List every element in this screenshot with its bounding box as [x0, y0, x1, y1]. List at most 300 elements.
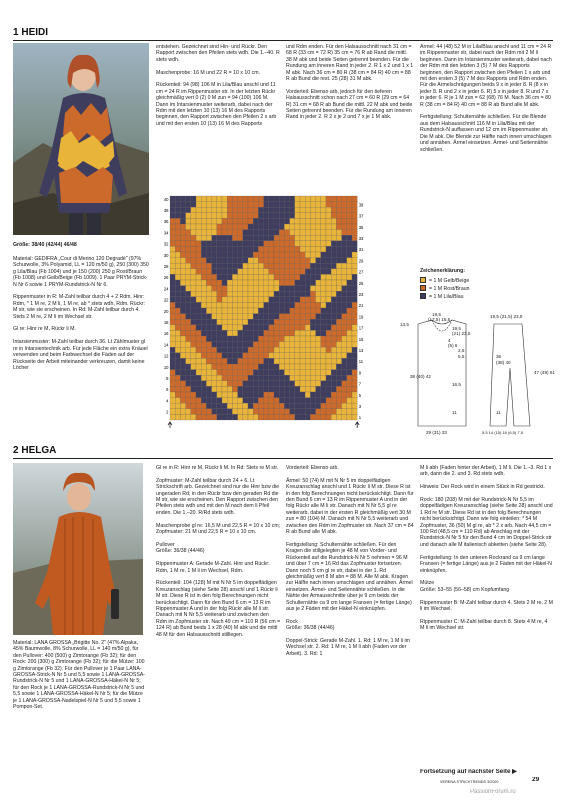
chart-cell [284, 325, 289, 331]
chart-cell [217, 375, 222, 381]
chart-cell [212, 224, 217, 230]
chart-cell [238, 347, 243, 353]
chart-cell [336, 358, 341, 364]
chart-cell [269, 398, 274, 404]
chart-cell [238, 336, 243, 342]
chart-cell [253, 274, 258, 280]
chart-cell [212, 347, 217, 353]
chart-cell [170, 381, 175, 387]
chart-cell [347, 286, 352, 292]
chart-cell [175, 202, 180, 208]
chart-cell [243, 375, 248, 381]
chart-cell [347, 252, 352, 258]
chart-cell [269, 252, 274, 258]
chart-cell [222, 403, 227, 409]
chart-cell [316, 274, 321, 280]
chart-cell [331, 336, 336, 342]
chart-cell [284, 224, 289, 230]
chart-cell [227, 258, 232, 264]
chart-cell [217, 213, 222, 219]
chart-cell [300, 330, 305, 336]
chart-cell [347, 258, 352, 264]
chart-cell [300, 263, 305, 269]
chart-cell [191, 235, 196, 241]
chart-cell [279, 314, 284, 320]
chart-cell [331, 381, 336, 387]
chart-cell [232, 370, 237, 376]
chart-cell [321, 314, 326, 320]
schem-sleeve-top: 19,5 (21,5) 23,5 [490, 314, 523, 319]
chart-cell [222, 302, 227, 308]
chart-cell [186, 291, 191, 297]
chart-cell [217, 414, 222, 420]
chart-cell [175, 258, 180, 264]
chart-cell [321, 409, 326, 415]
chart-cell [248, 386, 253, 392]
chart-cell [347, 202, 352, 208]
chart-cell [206, 414, 211, 420]
chart-cell [352, 241, 357, 247]
chart-cell [217, 297, 222, 303]
chart-cell [175, 364, 180, 370]
chart-cell [232, 218, 237, 224]
chart-cell [310, 235, 315, 241]
chart-cell [238, 381, 243, 387]
chart-cell [238, 403, 243, 409]
chart-cell [206, 364, 211, 370]
chart-cell [264, 342, 269, 348]
chart-cell [196, 314, 201, 320]
chart-cell [180, 291, 185, 297]
chart-cell [253, 213, 258, 219]
chart-cell [269, 370, 274, 376]
chart-cell [290, 336, 295, 342]
chart-cell [175, 280, 180, 286]
chart-cell [321, 392, 326, 398]
chart-cell [253, 364, 258, 370]
chart-cell [196, 353, 201, 359]
chart-cell [170, 392, 175, 398]
chart-cell [284, 207, 289, 213]
chart-cell [232, 207, 237, 213]
chart-cell [269, 414, 274, 420]
chart-cell [321, 353, 326, 359]
chart-cell [310, 409, 315, 415]
chart-cell [238, 286, 243, 292]
chart-cell [264, 218, 269, 224]
continue-note[interactable]: Fortsetzung auf nächster Seite ▶ [420, 769, 517, 775]
chart-cell [258, 246, 263, 252]
chart-cell [180, 246, 185, 252]
chart-cell [222, 269, 227, 275]
chart-cell [201, 403, 206, 409]
chart-cell [186, 375, 191, 381]
chart-cell [342, 414, 347, 420]
chart-cell [342, 325, 347, 331]
chart-cell [253, 325, 258, 331]
chart-cell [342, 269, 347, 275]
chart-cell [290, 207, 295, 213]
chart-cell [243, 202, 248, 208]
chart-cell [352, 403, 357, 409]
chart-cell [347, 207, 352, 213]
chart-cell [264, 358, 269, 364]
chart-cell [284, 403, 289, 409]
chart-cell [300, 381, 305, 387]
chart-cell [310, 258, 315, 264]
chart-cell [352, 330, 357, 336]
chart-cell [186, 381, 191, 387]
chart-cell [180, 364, 185, 370]
chart-cell [331, 252, 336, 258]
chart-cell [170, 302, 175, 308]
chart-cell [352, 398, 357, 404]
chart-cell [279, 297, 284, 303]
chart-cell [295, 386, 300, 392]
chart-cell [331, 196, 336, 202]
chart-cell [217, 358, 222, 364]
chart-cell [222, 358, 227, 364]
chart-cell [191, 274, 196, 280]
chart-cell [186, 325, 191, 331]
chart-cell [248, 202, 253, 208]
chart-cell [248, 370, 253, 376]
chart-cell [248, 291, 253, 297]
chart-cell [331, 274, 336, 280]
chart-cell [290, 297, 295, 303]
chart-cell [248, 224, 253, 230]
chart-cell [274, 358, 279, 364]
chart-cell [186, 358, 191, 364]
chart-cell [331, 263, 336, 269]
chart-cell [331, 342, 336, 348]
chart-cell [300, 274, 305, 280]
chart-cell [269, 263, 274, 269]
chart-cell [290, 342, 295, 348]
chart-cell [258, 347, 263, 353]
chart-cell [212, 414, 217, 420]
chart-cell [217, 364, 222, 370]
chart-cell [274, 202, 279, 208]
chart-cell [336, 302, 341, 308]
chart-cell [336, 286, 341, 292]
chart-cell [264, 286, 269, 292]
chart-cell [284, 252, 289, 258]
chart-cell [217, 230, 222, 236]
chart-cell [316, 263, 321, 269]
chart-cell [222, 252, 227, 258]
chart-cell [300, 414, 305, 420]
chart-cell [336, 319, 341, 325]
chart-cell [222, 364, 227, 370]
chart-cell [310, 398, 315, 404]
chart-cell [284, 258, 289, 264]
chart-cell [206, 314, 211, 320]
chart-cell [248, 392, 253, 398]
chart-cell [336, 213, 341, 219]
chart-cell [352, 342, 357, 348]
chart-cell [274, 269, 279, 275]
chart-cell [222, 342, 227, 348]
chart-cell [321, 308, 326, 314]
chart-cell [175, 409, 180, 415]
chart-cell [290, 409, 295, 415]
chart-cell [326, 280, 331, 286]
chart-cell [217, 263, 222, 269]
chart-row-label-right: 29 [358, 258, 364, 264]
chart-cell [310, 370, 315, 376]
chart-cell [206, 263, 211, 269]
chart-cell [274, 375, 279, 381]
chart-cell [321, 330, 326, 336]
chart-cell [196, 330, 201, 336]
chart-cell [326, 258, 331, 264]
chart-cell [253, 291, 258, 297]
chart-cell [222, 241, 227, 247]
chart-cell [238, 224, 243, 230]
chart-cell [191, 381, 196, 387]
chart-cell [243, 370, 248, 376]
chart-cell [170, 403, 175, 409]
chart-row-label-left: 36 [163, 219, 169, 225]
chart-cell [321, 207, 326, 213]
chart-cell [201, 398, 206, 404]
chart-cell [316, 403, 321, 409]
chart-cell [300, 269, 305, 275]
chart-cell [206, 308, 211, 314]
chart-cell [238, 319, 243, 325]
chart-cell [310, 392, 315, 398]
chart-cell [212, 230, 217, 236]
chart-cell [180, 347, 185, 353]
chart-cell [180, 314, 185, 320]
chart-cell [290, 392, 295, 398]
schem-height1: 38 (40) 42 [410, 374, 431, 379]
chart-cell [253, 358, 258, 364]
chart-cell [243, 286, 248, 292]
chart-cell [217, 196, 222, 202]
chart-cell [305, 213, 310, 219]
chart-cell [295, 263, 300, 269]
schem-front-mid2: (21) 23,5 [452, 331, 471, 336]
chart-cell [295, 252, 300, 258]
chart-cell [186, 342, 191, 348]
chart-cell [321, 224, 326, 230]
chart-cell [305, 364, 310, 370]
chart-cell [222, 381, 227, 387]
chart-cell [186, 314, 191, 320]
chart-cell [305, 241, 310, 247]
section-number: 2 [13, 445, 19, 456]
chart-cell [175, 319, 180, 325]
chart-cell [342, 258, 347, 264]
chart-cell [232, 392, 237, 398]
chart-cell [243, 325, 248, 331]
chart-row-label-right: 5 [358, 392, 362, 398]
chart-cell [238, 235, 243, 241]
chart-cell [186, 213, 191, 219]
chart-cell [248, 297, 253, 303]
text-col3-helga: Vorderteil: Ebenso arb. Ärmel: 50 (74) M mit N Nr 5 im doppelfädigen Kreuzanschlag anschl und 1 Rückr li M str. Diese R ist in den folg Berechnungen nicht berücksichtigt. Dann für den Bund 6 cm = 13 R im Rippenmuster A und in der folg Rückr alle M li str. Danach mit N Nr 5,5 gl re weiterarb, dabei in der ersten R gleichmäßig vert 30 M zun = 80 (104) M. Danach mit N Nr 5,5 weiterarb und zwischen den Rdm im Zopfmuster str. Nach 37 cm = 84 R ab Bund alle M abk. Fertigstellung: Schulternähte schließen. Für den Kragen die stillgelegten je 48 M von Vorder- und Rückenteil auf die Rundstrick-N Nr 5 nehmen = 96 M und über 7 cm = 16 Rd das Zopfmuster fortsetzen. Dann noch 5 cm gl re str, dabei in der 1. Rd gleichmäßig vert 8 M abn = 88 M. Alle M abk. Kragen zur Hälfte nach innen umschlagen und annähen. Ärmel einsetzen. Ärmel- und Seitennähte schließen. In die Nähte der Armausschnitte über je 9 cm beids der Schulternähte ca 9 cm lange Fransen (= fertige Länge) aus je 2 Fäden mit der Häkel-N einknüpfen. Rock Größe: 36/38 (44/46) Doppel-Strick: Gerade M-Zahl. 1. Rd: 1 M re, 1 M li im Wechsel str. 2. Rd: 1 M re, 1 M li abh (Faden vor der Arbeit). 3. Rd: 1 [286, 465, 414, 657]
chart-cell [196, 319, 201, 325]
chart-cell [295, 409, 300, 415]
chart-cell [316, 375, 321, 381]
text-col2-heidi: entstehen. Gezeichnet sind Hin- und Rückr. Den Rapport zwischen den Pfeilen stets wdh. Die 1.–40. R stets wdh. Maschenprobe: 16 M und 22 R = 10 x 10 cm. Rückenteil: 94 (98) 106 M in Lila/Blau anschl und 11 cm = 24 R im Rippenmuster str. In der letzten Rückr gleichmäßig vert 0 (2) 0 M zun = 94 (100) 106 M. Dann im Intarsienmuster weiterarb, dabei nach der Rdm mit den letzten 10 (13) 16 M des Rapports beginnen, den Rapport zwischen den Pfeilen 2 x arb und mit den ersten 10 (13) 16 M des Rapports [156, 44, 280, 127]
chart-cell [196, 202, 201, 208]
chart-cell [248, 353, 253, 359]
chart-cell [326, 386, 331, 392]
chart-cell [274, 370, 279, 376]
chart-cell [310, 213, 315, 219]
chart-cell [201, 342, 206, 348]
chart-cell [279, 246, 284, 252]
chart-cell [274, 386, 279, 392]
chart-cell [243, 353, 248, 359]
chart-cell [347, 342, 352, 348]
chart-cell [300, 258, 305, 264]
chart-cell [196, 291, 201, 297]
chart-cell [295, 403, 300, 409]
chart-cell [305, 319, 310, 325]
chart-cell [227, 302, 232, 308]
chart-legend [420, 268, 553, 301]
chart-cell [336, 246, 341, 252]
chart-cell [238, 196, 243, 202]
chart-cell [321, 202, 326, 208]
chart-cell [248, 319, 253, 325]
schem-neck: 4 [448, 338, 451, 343]
chart-cell [175, 314, 180, 320]
chart-cell [305, 218, 310, 224]
chart-cell [217, 386, 222, 392]
chart-cell [201, 308, 206, 314]
chart-cell [295, 314, 300, 320]
chart-cell [212, 213, 217, 219]
chart-cell [347, 409, 352, 415]
chart-cell [238, 358, 243, 364]
chart-cell [342, 364, 347, 370]
chart-cell [295, 319, 300, 325]
chart-cell [175, 297, 180, 303]
text-col4-heidi: Ärmel: 44 (48) 52 M in Lila/Blau anschl und 11 cm = 24 R im Rippenmuster str, dabei nach der Rdm mit 2 M li beginnen. Dann im Intarsienmuster weiterarb, dabei nach der Rdm mit den letzten 3 (5) 7 M des Rapports beginnen, den Rapport zwischen den Pfeilen 1 x arb und mit den ersten 3 (5) 7 M des Rapports und Rdm enden. Für die Armelschrägungen beids 9 x in jeder 8. R (8 x in jeder 8. R und 2 x in jeder 6. R) 5 x in jeder 8. R und 7 x in jeder 6. R je 1 M zun = 62 (68) 76 M. Nach 36 cm = 80 R (38 cm = 84 R) 40 cm = 88 R ab Bund alle M abk. Fertigstellung: Schulternähte schließen. Für die Blende aus dem Halsausschnitt 116 M in Lila/Blau mit der Rundstrick-N auffassen und 12 cm im Rippenmuster str. Die M abk. Die Blende zur Hälfte nach innen umschlagen und annähen. Ärmel einsetzen. Ärmel- und Seitennähte schließen. [420, 44, 552, 153]
section-rule [13, 40, 553, 41]
chart-cell [196, 263, 201, 269]
chart-cell [295, 325, 300, 331]
chart-cell [227, 370, 232, 376]
chart-cell [258, 207, 263, 213]
chart-cell [206, 403, 211, 409]
chart-cell [310, 302, 315, 308]
chart-cell [227, 386, 232, 392]
chart-cell [201, 246, 206, 252]
chart-cell [269, 330, 274, 336]
chart-cell [248, 381, 253, 387]
chart-cell [321, 347, 326, 353]
chart-cell [321, 196, 326, 202]
chart-cell [238, 297, 243, 303]
chart-cell [352, 409, 357, 415]
chart-cell [196, 274, 201, 280]
chart-cell [238, 302, 243, 308]
chart-cell [274, 398, 279, 404]
chart-cell [227, 342, 232, 348]
chart-cell [243, 336, 248, 342]
chart-cell [279, 358, 284, 364]
chart-cell [175, 347, 180, 353]
chart-cell [170, 280, 175, 286]
chart-cell [336, 308, 341, 314]
chart-cell [212, 330, 217, 336]
chart-cell [186, 364, 191, 370]
chart-cell [290, 218, 295, 224]
chart-cell [347, 375, 352, 381]
chart-cell [217, 280, 222, 286]
chart-cell [347, 398, 352, 404]
chart-row-label-right: 39 [358, 202, 364, 208]
chart-cell [284, 386, 289, 392]
chart-cell [316, 409, 321, 415]
text-col2-helga: Gl re in R: Hinr re M, Rückr li M. In Rd: Stets re M str. Zopfmuster: M-Zahl teilbar durch 24 + 6. Lt Strickschrift arb. Gezeichnet sind nur die Hinr bzw die ungeraden Rd; in den Rückr bzw den geraden Rd die M str, wie sie erscheinen. Den Rapport zwischen den Pfeilen stets wdh und mit den M nach dem li Pfeil enden. Die 1.–20. R/Rd stets wdh. Maschenprobe gl re: 16,5 M und 22,5 R = 10 x 10 cm; Zopfmuster: 21 M und 22,5 R = 10 x 10 cm. Pullover Größe: 36/38 (44/46) Rippenmuster A: Gerade M-Zahl. Hinr und Rückr: Rdm, 1 M re, 1 M li im Wechsel, Rdm. Rückenteil: 104 (128) M mit N Nr 5 im doppelfädigen Kreuzanschlag (siehe Seite 28) anschl und 1 Rückr li M str. Diese R ist in den folg Berechnungen nicht berücksichtigt. Dann für den Bund 6 cm = 13 R im Rippenmuster A und in der folg Rückr alle M li str. Danach mit N Nr 5,5 weiterarb und zwischen den Rdm im Zopfmuster str. Nach 49 cm = 110 R (56 cm = 124 R) ab Bund beids 1 x 28 (40) M abk und die mittl 48 M für den Halsausschnitt stilllegen. [156, 465, 281, 638]
chart-cell [175, 330, 180, 336]
chart-cell [180, 336, 185, 342]
chart-cell [269, 213, 274, 219]
chart-cell [206, 252, 211, 258]
chart-cell [295, 246, 300, 252]
chart-cell [253, 246, 258, 252]
chart-cell [279, 224, 284, 230]
chart-cell [191, 325, 196, 331]
chart-cell [175, 414, 180, 420]
chart-cell [191, 302, 196, 308]
chart-cell [316, 381, 321, 387]
chart-cell [180, 403, 185, 409]
chart-cell [269, 314, 274, 320]
chart-cell [269, 196, 274, 202]
chart-cell [186, 409, 191, 415]
chart-cell [279, 325, 284, 331]
chart-cell [274, 235, 279, 241]
chart-cell [347, 336, 352, 342]
chart-cell [290, 224, 295, 230]
chart-cell [206, 353, 211, 359]
chart-cell [232, 269, 237, 275]
chart-cell [258, 202, 263, 208]
chart-cell [316, 386, 321, 392]
chart-cell [222, 370, 227, 376]
chart-cell [316, 280, 321, 286]
chart-cell [180, 409, 185, 415]
chart-cell [238, 263, 243, 269]
chart-cell [326, 381, 331, 387]
chart-cell [222, 235, 227, 241]
chart-cell [295, 336, 300, 342]
chart-cell [191, 258, 196, 264]
chart-cell [232, 286, 237, 292]
chart-cell [180, 235, 185, 241]
chart-cell [342, 353, 347, 359]
chart-cell [170, 224, 175, 230]
chart-cell [342, 403, 347, 409]
chart-cell [295, 286, 300, 292]
chart-cell [316, 392, 321, 398]
chart-cell [290, 263, 295, 269]
chart-cell [284, 342, 289, 348]
chart-cell [186, 280, 191, 286]
chart-cell [274, 241, 279, 247]
chart-cell [305, 325, 310, 331]
chart-cell [196, 258, 201, 264]
chart-cell [201, 263, 206, 269]
